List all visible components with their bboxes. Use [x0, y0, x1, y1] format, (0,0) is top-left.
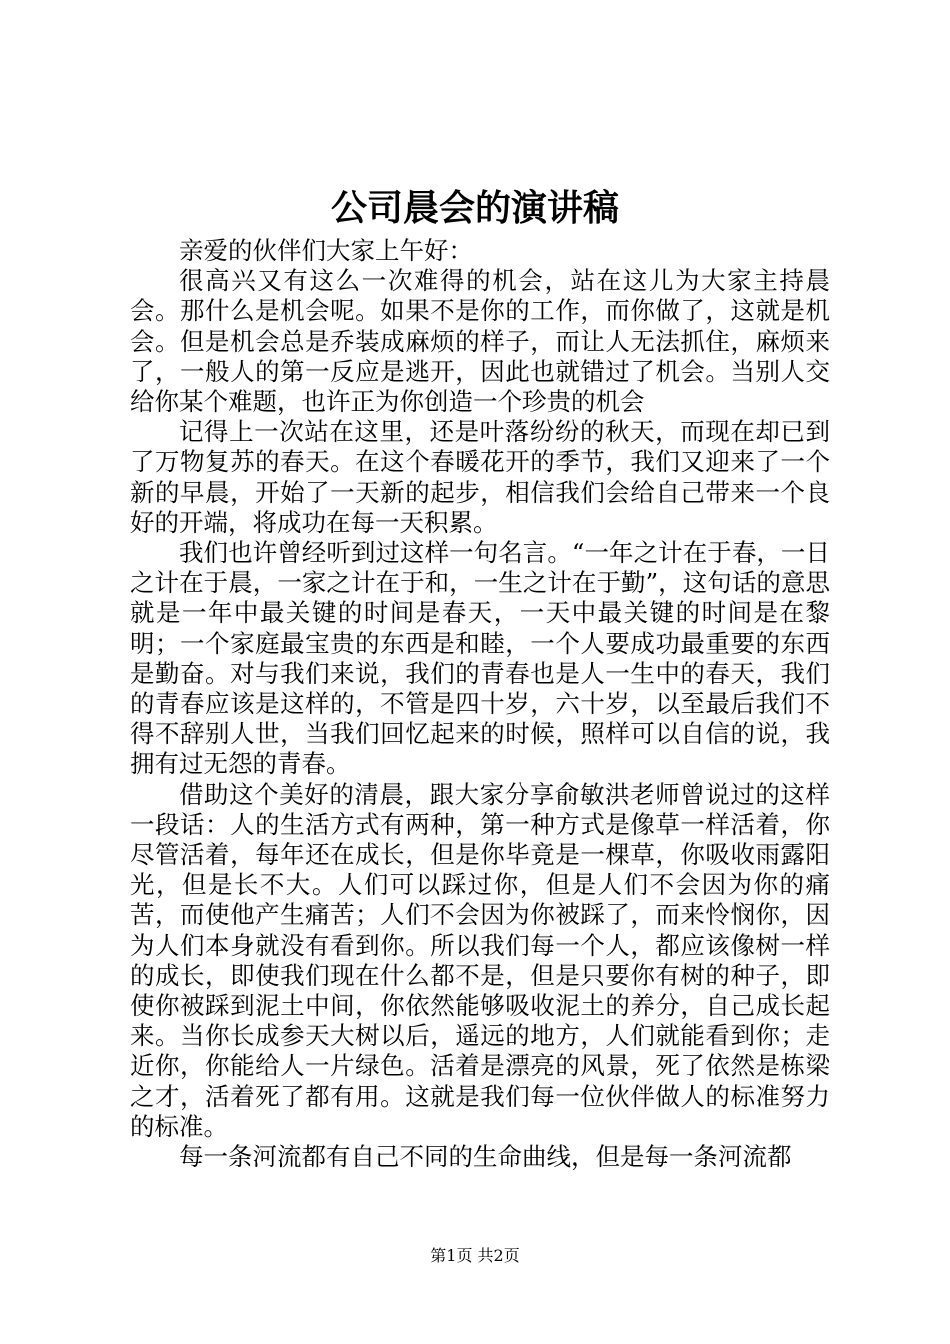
document-title: 公司晨会的演讲稿 — [330, 187, 619, 229]
body-paragraph: 很高兴又有这么一次难得的机会，站在这儿为大家主持晨会。那什么是机会呢。如果不是你的工作，而你做了，这就是机会。但是机会总是乔装成麻烦的样子，而让人无法抓住，麻烦来了，一般人的第一反应是逃开，因此也就错过了机会。当别人交给你某个难题，也许正为你创造一个珍贵的机会 — [130, 266, 830, 417]
body-paragraph: 每一条河流都有自己不同的生命曲线，但是每一条河流都 — [179, 1142, 792, 1172]
body-paragraph: 记得上一次站在这里，还是叶落纷纷的秋天，而现在却已到了万物复苏的春天。在这个春暖花开的季节，我们又迎来了一个新的早晨，开始了一天新的起步，相信我们会给自己带来一个良好的开端，将成功在每一天积累。 — [130, 417, 830, 537]
page-footer: 第1页 共2页 — [430, 1246, 520, 1265]
greeting-paragraph: 亲爱的伙伴们大家上午好： — [179, 236, 473, 265]
body-paragraph: 我们也许曾经听到过这样一句名言。“一年之计在于春，一日之计在于晨，一家之计在于和，一生之计在于勤”，这句话的意思就是一年中最关键的时间是春天，一天中最关键的时间是在黎明；一个家庭最宝贵的东西是和睦，一个人要成功最重要的东西是勤奋。对与我们来说，我们的青春也是人一生中的春天，我们的青春应该是这样的，不管是四十岁，六十岁，以至最后我们不得不辞别人世，当我们回忆起来的时候，照样可以自信的说，我拥有过无怨的青春。 — [130, 538, 830, 779]
body-paragraph: 借助这个美好的清晨，跟大家分享俞敏洪老师曾说过的这样一段话：人的生活方式有两种，第一种方式是像草一样活着，你尽管活着，每年还在成长，但是你毕竟是一棵草，你吸收雨露阳光，但是长不大。人们可以踩过你，但是人们不会因为你的痛苦，而使他产生痛苦；人们不会因为你被踩了，而来怜悯你，因为人们本身就没有看到你。所以我们每一个人，都应该像树一样的成长，即使我们现在什么都不是，但是只要你有树的种子，即使你被踩到泥土中间，你依然能够吸收泥土的养分，自己成长起来。当你长成参天大树以后，遥远的地方，人们就能看到你；走近你，你能给人一片绿色。活着是漂亮的风景，死了依然是栋梁之才，活着死了都有用。这就是我们每一位伙伴做人的标准努力的标准。 — [130, 779, 830, 1141]
document-body — [130, 236, 830, 1172]
